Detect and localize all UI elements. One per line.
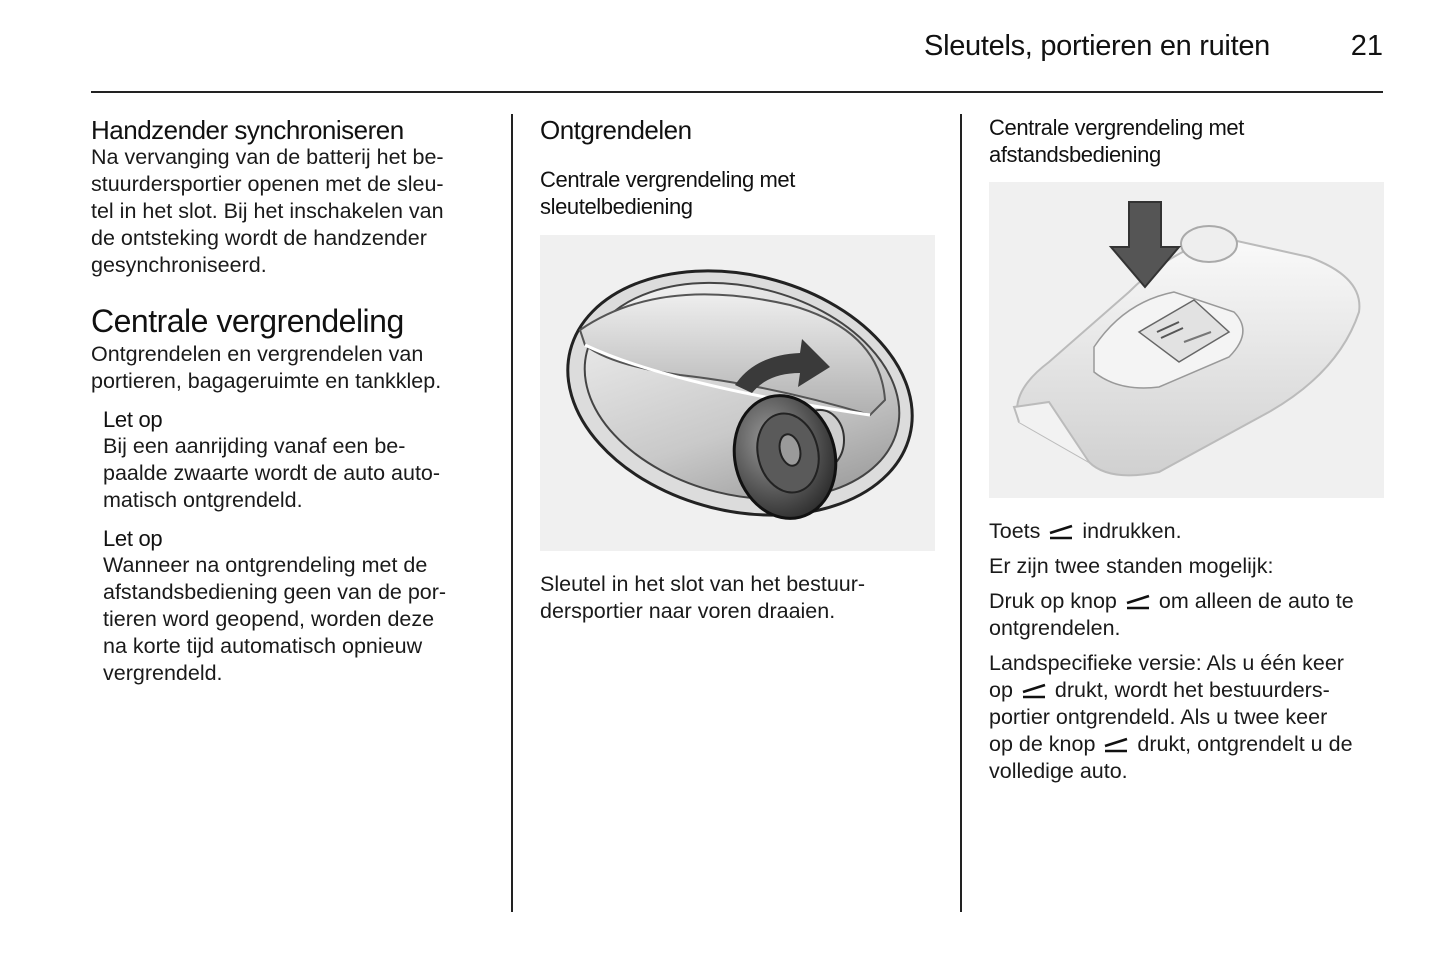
note-title: Let op (103, 407, 163, 432)
instruction-press (989, 518, 1389, 545)
remote-key-illustration (989, 182, 1384, 498)
instruction-text: drukt, ontgrendelt u de (1137, 732, 1353, 756)
heading-unlock: Ontgrendelen (540, 115, 692, 145)
sync-text-line: Na vervanging van de batterij het be- (91, 145, 444, 169)
country-text-line: volledige auto. (989, 759, 1128, 783)
unlock-button-icon (1125, 594, 1151, 610)
note-text-line: na korte tijd automatisch opnieuw (103, 634, 423, 658)
column-divider-left (511, 114, 513, 912)
sync-text-line: tel in het slot. Bij het inschakelen van (91, 199, 444, 223)
column-2 (540, 114, 940, 625)
remote-key-illustration-svg (989, 182, 1384, 498)
note-text-line: paalde zwaarte wordt de auto auto- (103, 461, 441, 485)
instruction-text: om alleen de auto te (1158, 589, 1354, 613)
door-lock-key-illustration-svg (540, 235, 935, 551)
note-text-line: Wanneer na ontgrendeling met de (103, 553, 428, 577)
sync-text-line: stuurdersportier openen met de sleu- (91, 172, 444, 196)
note-text-line: Bij een aanrijding vanaf een be- (103, 434, 406, 458)
instruction-text: op (989, 678, 1013, 702)
central-text-line: portieren, bagageruimte en tankklep. (91, 369, 442, 393)
instruction-text: Druk op knop (989, 589, 1117, 613)
door-lock-key-illustration (540, 235, 935, 551)
unlock-button-icon (1021, 683, 1047, 699)
country-text-line: Landspecifieke versie: Als u één keer (989, 651, 1344, 675)
note-title: Let op (103, 526, 163, 551)
page-number: 21 (1350, 30, 1383, 62)
sync-text-line: de ontsteking wordt de handzender (91, 226, 427, 250)
central-text-line: Ontgrendelen en vergrendelen van (91, 342, 424, 366)
heading-central-locking: Centrale vergrendeling (91, 303, 404, 339)
unlock-button-icon (1103, 737, 1129, 753)
subheading-remote-operation: afstandsbediening (989, 142, 1161, 167)
instruction-text: Toets (989, 519, 1041, 543)
country-text-line (989, 677, 1389, 704)
section-title: Sleutels, portieren en ruiten (924, 30, 1270, 62)
column-divider-right (960, 114, 962, 912)
note-text-line: afstandsbediening geen van de por- (103, 580, 447, 604)
country-specific-paragraph (989, 650, 1389, 785)
subheading-key-operation: sleutelbediening (540, 194, 693, 219)
subheading-remote-operation: Centrale vergrendeling met (989, 115, 1244, 140)
note-text-line: matisch ontgrendeld. (103, 488, 303, 512)
instruction-car-only (989, 588, 1389, 615)
unlock-button-icon (1048, 524, 1074, 540)
fold-button (1181, 226, 1237, 262)
note-relock (103, 525, 496, 687)
subheading-key-operation: Centrale vergrendeling met (540, 167, 795, 192)
note-text-line: tieren word geopend, worden deze (103, 607, 435, 631)
note-text-line: vergrendeld. (103, 661, 223, 685)
instruction-text: ontgrendelen. (989, 616, 1121, 640)
instruction-text: indrukken. (1082, 519, 1182, 543)
country-text-line (989, 731, 1389, 758)
positions-text: Er zijn twee standen mogelijk: (989, 554, 1274, 578)
heading-sync: Handzender synchroniseren (91, 115, 404, 145)
column-3 (989, 114, 1389, 785)
country-text-line: portier ontgrendeld. Als u twee keer (989, 705, 1328, 729)
figure-caption: dersportier naar voren draaien. (540, 599, 836, 623)
instruction-text: op de knop (989, 732, 1096, 756)
header-rule (91, 91, 1383, 93)
column-1 (91, 114, 496, 687)
note-collision (103, 406, 496, 514)
instruction-text: drukt, wordt het bestuurders- (1054, 678, 1330, 702)
sync-text-line: gesynchroniseerd. (91, 253, 267, 277)
figure-caption: Sleutel in het slot van het bestuur- (540, 572, 866, 596)
